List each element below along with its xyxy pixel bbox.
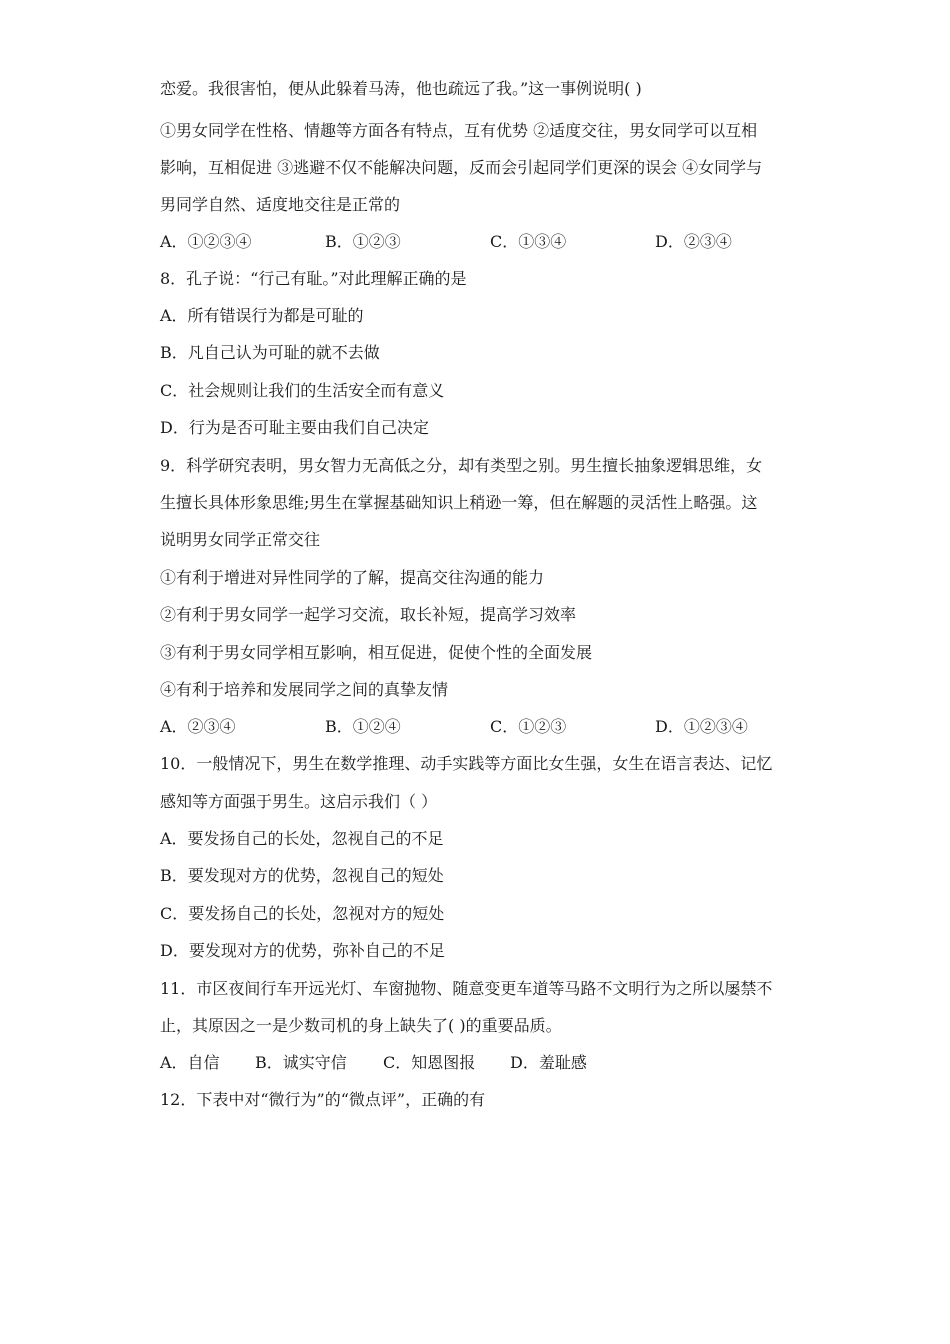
- q8-option-d: D．行为是否可耻主要由我们自己决定: [160, 418, 429, 437]
- q7-desc-line-3: 男同学自然、适度地交往是正常的: [160, 195, 401, 214]
- q12-stem: 12．下表中对“微行为”的“微点评”，正确的有: [160, 1090, 486, 1109]
- q9-option-a: A．②③④: [160, 717, 236, 736]
- q9-stem-line-1: 9．科学研究表明，男女智力无高低之分，却有类型之别。男生擅长抽象逻辑思维，女: [160, 456, 763, 475]
- q8-option-c: C．社会规则让我们的生活安全而有意义: [160, 381, 445, 400]
- q7-option-a: A．①②③④: [160, 232, 252, 251]
- q10-option-b: B．要发现对方的优势，忽视自己的短处: [160, 866, 444, 885]
- q11-option-a: A．自信: [160, 1053, 220, 1072]
- q9-stem-line-2: 生擅长具体形象思维;男生在掌握基础知识上稍逊一筹，但在解题的灵活性上略强。这: [160, 493, 758, 512]
- q7-option-d: D．②③④: [655, 232, 732, 251]
- q11-stem-line-2: 止，其原因之一是少数司机的身上缺失了( )的重要品质。: [160, 1016, 562, 1035]
- q7-option-c: C．①③④: [490, 232, 567, 251]
- q10-option-a: A．要发扬自己的长处，忽视自己的不足: [160, 829, 444, 848]
- q11-option-c: C．知恩图报: [383, 1053, 476, 1072]
- q7-option-b: B．①②③: [325, 232, 401, 251]
- q11-stem-line-1: 11．市区夜间行车开远光灯、车窗抛物、随意变更车道等马路不文明行为之所以屡禁不: [160, 979, 773, 998]
- q9-option-c: C．①②③: [490, 717, 567, 736]
- q10-stem-line-2: 感知等方面强于男生。这启示我们（ ）: [160, 792, 438, 811]
- q9-item-2: ②有利于男女同学一起学习交流，取长补短，提高学习效率: [160, 605, 577, 624]
- q7-desc-line-1: ①男女同学在性格、情趣等方面各有特点，互有优势 ②适度交往，男女同学可以互相: [160, 121, 758, 140]
- q8-option-a: A．所有错误行为都是可耻的: [160, 306, 364, 325]
- q8-stem: 8．孔子说：“行己有耻。”对此理解正确的是: [160, 269, 467, 288]
- q9-option-b: B．①②④: [325, 717, 401, 736]
- q9-item-4: ④有利于培养和发展同学之间的真挚友情: [160, 680, 449, 699]
- q7-stem-tail: 恋爱。我很害怕，便从此躲着马涛，他也疏远了我。”这一事例说明( ): [160, 79, 642, 98]
- q11-option-d: D．羞耻感: [510, 1053, 587, 1072]
- q8-option-b: B．凡自己认为可耻的就不去做: [160, 343, 380, 362]
- q9-stem-line-3: 说明男女同学正常交往: [160, 530, 321, 549]
- q11-option-b: B．诚实守信: [255, 1053, 347, 1072]
- q10-stem-line-1: 10．一般情况下，男生在数学推理、动手实践等方面比女生强，女生在语言表达、记忆: [160, 754, 773, 773]
- q10-option-c: C．要发扬自己的长处，忽视对方的短处: [160, 904, 445, 923]
- q9-item-1: ①有利于增进对异性同学的了解，提高交往沟通的能力: [160, 568, 545, 587]
- q10-option-d: D．要发现对方的优势，弥补自己的不足: [160, 941, 445, 960]
- q9-option-d: D．①②③④: [655, 717, 748, 736]
- q9-item-3: ③有利于男女同学相互影响，相互促进，促使个性的全面发展: [160, 643, 593, 662]
- q7-desc-line-2: 影响，互相促进 ③逃避不仅不能解决问题，反而会引起同学们更深的误会 ④女同学与: [160, 158, 763, 177]
